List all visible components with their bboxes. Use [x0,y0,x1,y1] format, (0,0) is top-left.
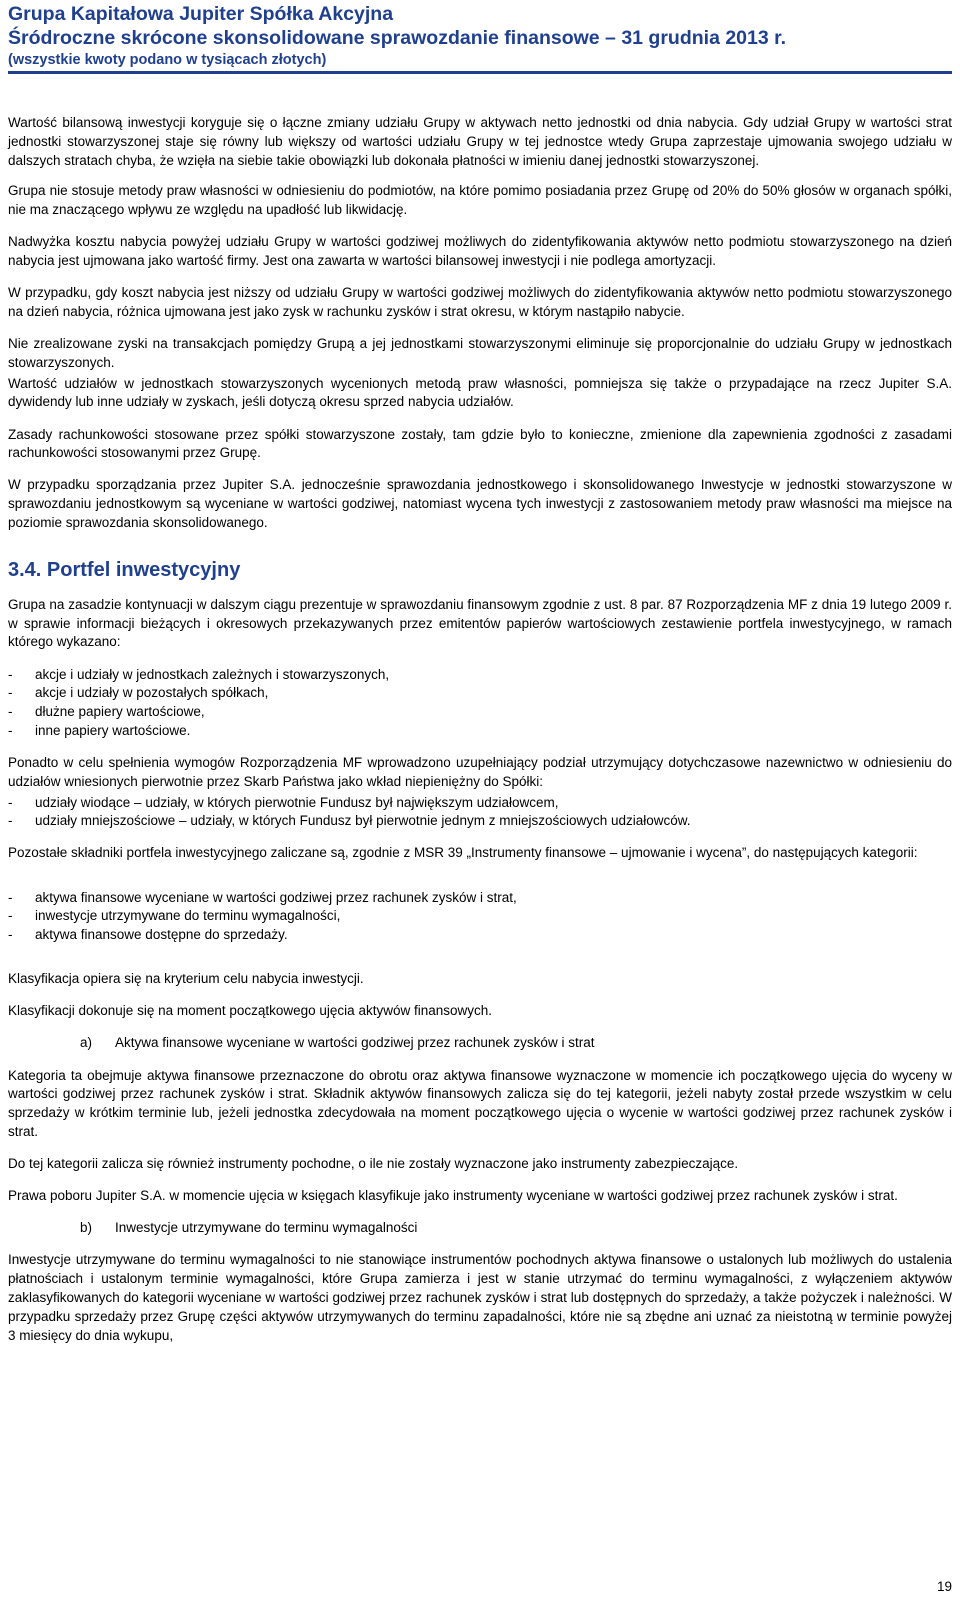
section-title: Portfel inwestycyjny [46,558,241,581]
list-item: - aktywa finansowe dostępne do sprzedaży. [8,926,952,945]
section-heading [8,557,952,583]
page-header [8,2,952,70]
paragraph: Inwestycje utrzymywane do terminu wymagalności to nie stanowiące instrumentów pochodnych aktywa finansowe o ustalonych lub możliwych do ustalenia płatnościach i ustalonym terminie wymagalności, które Grupa zamierza i jest w stanie utrzymać do terminu wymagalności, z wyłączeniem aktywów zaklasyfikowanych do kategorii wyceniane w wartości godziwej przez rachunek zysków i strat lub dostępnych do sprzedaży, a także pożyczek i należności. W przypadku sprzedaży przez Grupę części aktywów utrzymywanych do terminu zapadalności, które nie są zbędne ani uznać za nieistotną w terminie powyżej 3 miesięcy do dnia wykupu, [8,1252,952,1343]
categories-list [8,889,952,945]
categories-intro: Pozostałe składniki portfela inwestycyjnego zaliczane są, zgodnie z MSR 39 „Instrumenty finansowe – ujmowanie i wycena”, do następujących kategorii: [8,845,918,861]
report-title: Śródroczne skrócone skonsolidowane sprawozdanie finansowe – 31 grudnia 2013 r. [8,27,787,49]
list-item: - dłużne papiery wartościowe, [8,703,952,722]
paragraph: Wartość bilansową inwestycji koryguje się o łączne zmiany udziału Grupy w aktywach netto jednostki od dnia nabycia. Gdy udział Grupy w wartości strat jednostki stowarzyszonej staje się równy lub większy od wartości udziału Grupy w tej jednostce wtedy Grupa zaprzestaje ujmowania swojego udziału w dalszych stratach chyba, że wzięła na siebie takie obowiązki lub dokonała płatności w imieniu danej jednostki stowarzyszonej. [8,115,952,168]
naming-list [8,794,952,832]
list-item: - inne papiery wartościowe. [8,722,952,741]
naming-intro: Ponadto w celu spełnienia wymogów Rozporządzenia MF wprowadzono uzupełniający podział utrzymujący dotychczasowe nazewnictwo w odniesieniu do udziałów wniesionych pierwotnie przez Skarb Państwa jako wkład niepieniężny do Spółki: [8,755,952,789]
list-item: - udziały mniejszościowe – udziały, w których Fundusz był pierwotnie jednym z mniejszościowych udziałowców. [8,812,952,831]
paragraph: Grupa nie stosuje metody praw własności w odniesieniu do podmiotów, na które pomimo posiadania przez Grupę od 20% do 50% głosów w organach spółki, nie ma znaczącego wpływu ze względu na upadłość lub likwidację. [8,183,952,218]
company-name: Grupa Kapitałowa Jupiter Spółka Akcyjna [8,3,394,25]
list-item: - akcje i udziały w jednostkach zależnych i stowarzyszonych, [8,666,952,685]
subsection-title: Aktywa finansowe wyceniane w wartości godziwej przez rachunek zysków i strat [115,1035,595,1051]
list-item: - aktywa finansowe wyceniane w wartości godziwej przez rachunek zysków i strat, [8,889,952,908]
paragraph: Kategoria ta obejmuje aktywa finansowe przeznaczone do obrotu oraz aktywa finansowe wyznaczone w momencie ich początkowego ujęcia do wyceny w wartości godziwej przez rachunek zysków i strat. Składnik aktywów finansowych zalicza się do tej kategorii, jeżeli nabyty został przede wszystkim w celu sprzedaży w krótkim terminie lub, jeżeli jednostka zdecydowała na moment początkowego ujęcia o wycenie w wartości godziwej przez rachunek zysków i strat. [8,1067,952,1139]
paragraph: Prawa poboru Jupiter S.A. w momencie ujęcia w księgach klasyfikuje jako instrumenty wyceniane w wartości godziwej przez rachunek zysków i strat. [8,1188,898,1204]
paragraph: Zasady rachunkowości stosowane przez spółki stowarzyszone zostały, tam gdzie było to konieczne, zmienione dla zapewnienia zgodności z zasadami rachunkowości stosowanymi przez Grupę. [8,426,952,461]
document-body [8,114,952,1359]
subsection-marker: a) [80,1035,93,1051]
header-divider [8,71,952,74]
paragraph: Do tej kategorii zalicza się również instrumenty pochodne, o ile nie zostały wyznaczone jako instrumenty zabezpieczające. [8,1156,739,1172]
paragraph: W przypadku sporządzania przez Jupiter S.A. jednocześnie sprawozdania jednostkowego i skonsolidowanego Inwestycje w jednostki stowarzyszone w sprawozdaniu jednostkowym są wyceniane w wartości godziwej, natomiast wycena tych inwestycji z zastosowaniem metody praw własności ma miejsce na poziomie sprawozdania skonsolidowanego. [8,477,952,531]
list-item: - akcje i udziały w pozostałych spółkach, [8,684,952,703]
subsection-b-heading [8,1219,952,1238]
paragraph: Wartość udziałów w jednostkach stowarzyszonych wycenionych metodą praw własności, pomniejsza się także o przypadające na rzecz Jupiter S.A. dywidendy lub inne udziały w zyskach, jeśli dotyczą okresu sprzed nabycia udziałów. [8,375,952,410]
classification-moment: Klasyfikacji dokonuje się na moment początkowego ujęcia aktywów finansowych. [8,1003,492,1019]
section-intro: Grupa na zasadzie kontynuacji w dalszym ciągu prezentuje w sprawozdaniu finansowym zgodnie z ust. 8 par. 87 Rozporządzenia MF z dnia 19 lutego 2009 r. w sprawie informacji bieżących i okresowych przekazywanych przez emitentów papierów wartościowych zestawienie portfela inwestycyjnego, w ramach którego wykazano: [8,596,952,650]
page-number: 19 [936,1579,952,1594]
list-item: - inwestycje utrzymywane do terminu wymagalności, [8,907,952,926]
subsection-marker: b) [80,1220,93,1236]
subsection-title: Inwestycje utrzymywane do terminu wymagalności [115,1220,418,1236]
paragraph: W przypadku, gdy koszt nabycia jest niższy od udziału Grupy w wartości godziwej możliwych do zidentyfikowania aktywów netto podmiotu stowarzyszonego na dzień nabycia, różnica ujmowana jest jako zysk w rachunku zysków i strat okresu, w którym nastąpiło nabycie. [8,285,952,319]
paragraph: Nie zrealizowane zyski na transakcjach pomiędzy Grupą a jej jednostkami stowarzyszonymi eliminuje się proporcjonalnie do udziału Grupy w jednostkach stowarzyszonych. [8,336,952,370]
section-number: 3.4. [8,558,42,581]
list-item: - udziały wiodące – udziały, w których pierwotnie Fundusz był największym udziałowcem, [8,794,952,813]
subsection-a-heading [8,1034,952,1053]
units-note: (wszystkie kwoty podano w tysiącach złotych) [8,52,327,68]
classification-note: Klasyfikacja opiera się na kryterium celu nabycia inwestycji. [8,971,364,987]
portfolio-list [8,666,952,741]
paragraph: Nadwyżka kosztu nabycia powyżej udziału Grupy w wartości godziwej możliwych do zidentyfikowania aktywów netto podmiotu stowarzyszonego na dzień nabycia jest ujmowana jako wartość firmy. Jest ona zawarta w wartości bilansowej inwestycji i nie podlega amortyzacji. [8,234,952,269]
